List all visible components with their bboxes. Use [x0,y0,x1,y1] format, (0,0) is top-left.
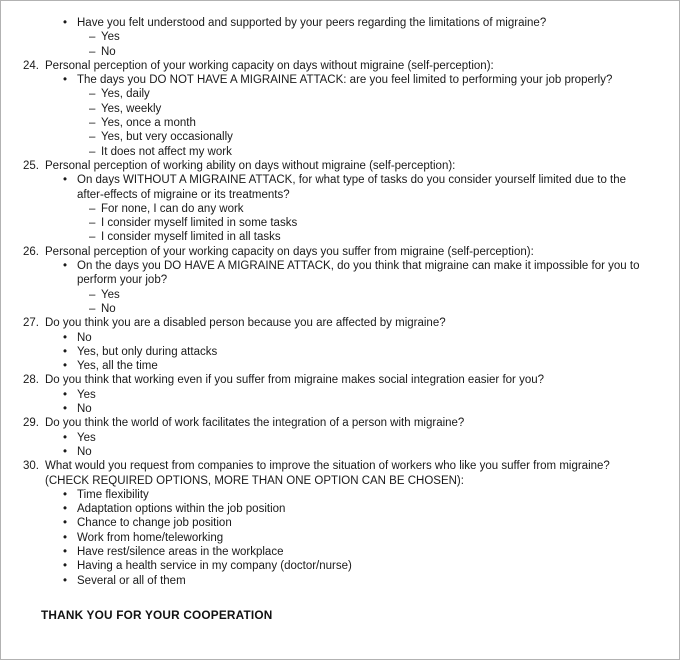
dash-marker: – [89,131,96,144]
dash-marker: – [89,217,96,230]
bullet-marker: • [63,488,68,501]
bullet-marker: • [63,445,68,458]
item-text: No [77,331,92,344]
dash-marker: – [89,302,96,315]
item-text: Personal perception of your working capacity on days you suffer from migraine (self-perception): [45,245,534,258]
option-item [23,116,655,130]
item-text: Yes, daily [101,88,150,101]
footer-text: THANK YOU FOR YOUR COOPERATION [41,607,273,622]
option-item [23,345,655,359]
bullet-marker: • [63,531,68,544]
item-text: Have you felt understood and supported by your peers regarding the limitations of migraine? [77,17,547,29]
bullet-marker: • [63,174,68,187]
bullet-marker: • [63,260,68,273]
option-item [23,30,655,44]
item-text: Yes [77,388,96,401]
dash-marker: – [89,102,96,115]
item-text: Have rest/silence areas in the workplace [77,545,284,558]
bullet-marker: • [63,388,68,401]
question-item [23,373,655,387]
item-text: Work from home/teleworking [77,531,224,544]
item-text: No [101,302,116,315]
dash-marker: – [89,145,96,158]
bullet-marker: • [63,545,68,558]
option-item [23,202,655,216]
item-text: No [77,403,92,416]
item-text: Yes, but only during attacks [77,345,218,358]
item-text: Having a health service in my company (doctor/nurse) [77,560,352,573]
bullet-marker: • [63,74,68,87]
item-text: Yes, weekly [101,102,162,115]
question-item [23,416,655,430]
item-text: I consider myself limited in some tasks [101,217,298,230]
question-item [23,459,655,488]
question-number: 25. [23,159,39,172]
item-text: Adaptation options within the job position [77,503,286,516]
option-item [23,230,655,244]
option-item [23,73,655,87]
question-item [23,245,655,259]
item-text: Time flexibility [77,488,149,501]
question-number: 24. [23,59,39,72]
dash-marker: – [89,31,96,44]
option-item [23,145,655,159]
option-item [23,130,655,144]
item-text: Yes, but very occasionally [101,131,233,144]
item-text: Yes [101,31,120,44]
bullet-marker: • [63,560,68,573]
bullet-marker: • [63,331,68,344]
question-number: 30. [23,460,39,473]
option-item [23,488,655,502]
item-text: It does not affect my work [101,145,232,158]
question-number: 26. [23,245,39,258]
option-item [23,574,655,588]
question-number: 28. [23,374,39,387]
option-item [23,445,655,459]
option-item [23,16,655,30]
option-item [23,216,655,230]
option-item [23,87,655,101]
option-item [23,388,655,402]
item-text: What would you request from companies to improve the situation of workers who like you suffer from migraine? (CHECK REQUIRED OPTIONS, MORE THAN ONE OPTION CAN BE CHOSEN): [45,460,610,487]
question-list [1,1,679,588]
item-text: Several or all of them [77,574,186,587]
question-item [23,159,655,173]
item-text: For none, I can do any work [101,202,244,215]
item-text: Do you think that working even if you suffer from migraine makes social integration easier for you? [45,374,545,387]
bullet-marker: • [63,517,68,530]
question-item [23,59,655,73]
option-item [23,102,655,116]
item-text: Yes [77,431,96,444]
bullet-marker: • [63,17,68,29]
option-item [23,531,655,545]
dash-marker: – [89,202,96,215]
dash-marker: – [89,45,96,58]
option-item [23,516,655,530]
item-text: No [77,445,92,458]
dash-marker: – [89,288,96,301]
option-item [23,173,655,202]
bullet-marker: • [63,403,68,416]
item-text: On the days you DO HAVE A MIGRAINE ATTACK, do you think that migraine can make it impossible for you to perform your job? [77,260,640,287]
option-item [23,45,655,59]
item-text: Do you think the world of work facilitates the integration of a person with migraine? [45,417,465,430]
option-item [23,288,655,302]
item-text: Do you think you are a disabled person because you are affected by migraine? [45,317,446,330]
bullet-marker: • [63,431,68,444]
question-number: 29. [23,417,39,430]
item-text: No [101,45,116,58]
item-text: Personal perception of your working capacity on days without migraine (self-perception): [45,59,494,72]
question-item [23,316,655,330]
bullet-marker: • [63,503,68,516]
dash-marker: – [89,88,96,101]
option-item [23,402,655,416]
bullet-marker: • [63,345,68,358]
item-text: Chance to change job position [77,517,232,530]
option-item [23,259,655,288]
bullet-marker: • [63,360,68,373]
dash-marker: – [89,231,96,244]
item-text: Yes, all the time [77,360,158,373]
option-item [23,431,655,445]
option-item [23,359,655,373]
item-text: On days WITHOUT A MIGRAINE ATTACK, for what type of tasks do you consider yourself limited due to the after-effects of migraine or its treatments? [77,174,627,201]
option-item [23,302,655,316]
option-item [23,559,655,573]
option-item [23,331,655,345]
item-text: The days you DO NOT HAVE A MIGRAINE ATTACK: are you feel limited to performing your job properly? [77,74,613,87]
dash-marker: – [89,117,96,130]
item-text: Yes [101,288,120,301]
item-text: Personal perception of working ability on days without migraine (self-perception): [45,159,456,172]
option-item [23,545,655,559]
item-text: I consider myself limited in all tasks [101,231,281,244]
bullet-marker: • [63,574,68,587]
option-item [23,502,655,516]
item-text: Yes, once a month [101,117,196,130]
question-number: 27. [23,317,39,330]
